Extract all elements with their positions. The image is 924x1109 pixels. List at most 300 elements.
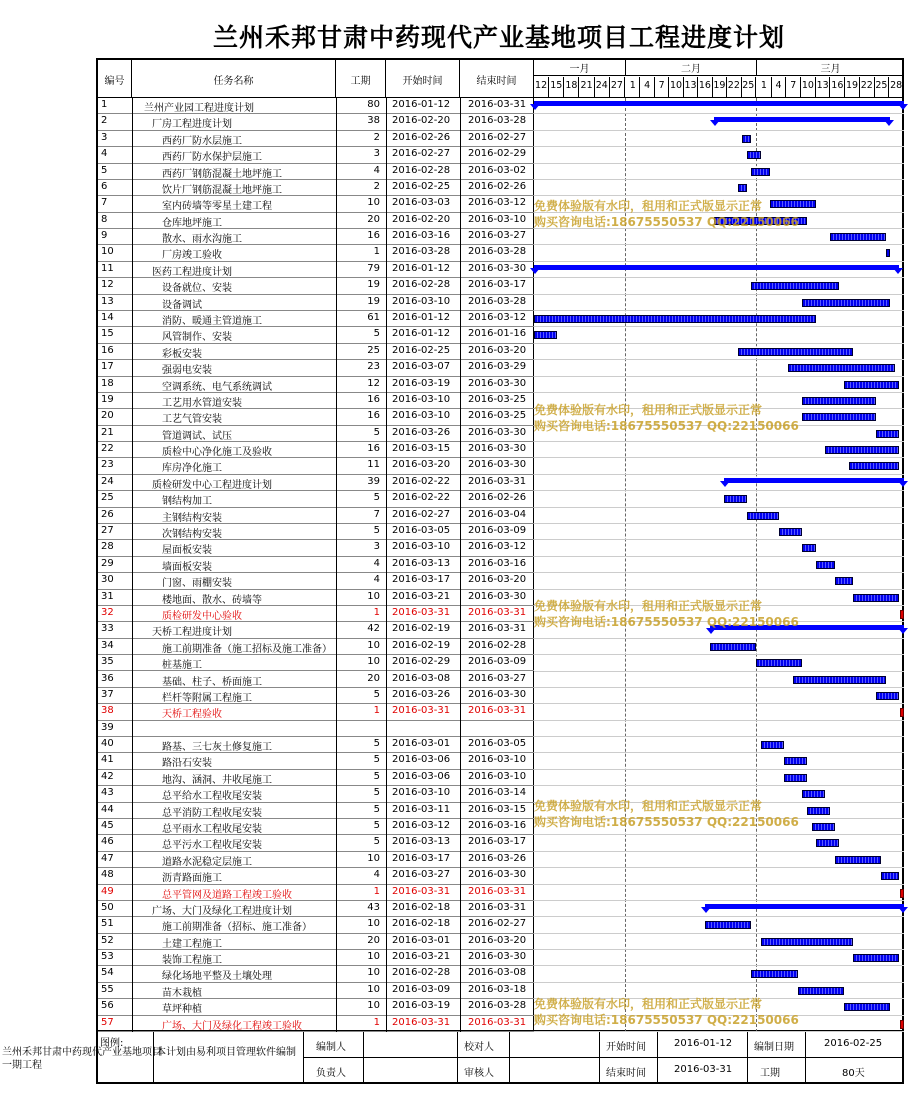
task-name: 质检中心净化施工及验收 — [162, 447, 272, 459]
task-no: 6 — [101, 180, 108, 192]
task-duration: 10 — [367, 983, 380, 995]
task-duration: 5 — [373, 738, 380, 750]
task-bar — [802, 299, 890, 307]
task-name: 库房净化施工 — [162, 463, 222, 475]
month-jan: 一月 — [534, 60, 626, 76]
task-end: 2016-03-31 — [468, 1016, 527, 1028]
task-name: 总平污水工程收尾安装 — [162, 840, 262, 852]
task-no: 7 — [101, 197, 108, 209]
table-row — [98, 295, 534, 311]
gantt-chart — [534, 98, 904, 1032]
task-bar — [742, 135, 751, 143]
table-row — [98, 131, 534, 147]
task-start: 2016-03-05 — [392, 525, 451, 537]
task-no: 33 — [101, 623, 114, 635]
task-name: 设备调试 — [162, 299, 202, 311]
task-duration: 43 — [367, 901, 380, 913]
task-no: 38 — [101, 705, 114, 717]
day-tick: 10 — [669, 77, 683, 97]
task-bar — [738, 348, 854, 356]
task-end: 2016-03-30 — [468, 377, 527, 389]
day-tick: 22 — [727, 77, 741, 97]
task-name: 广场、大门及绿化工程进度计划 — [152, 905, 292, 917]
task-bar — [705, 921, 751, 929]
task-end: 2016-03-28 — [468, 246, 527, 258]
task-name: 总平消防工程收尾安装 — [162, 807, 262, 819]
task-bar — [784, 774, 807, 782]
table-row — [98, 524, 534, 540]
table-row — [98, 672, 534, 688]
task-name: 门窗、雨棚安装 — [162, 578, 232, 590]
task-start: 2016-02-18 — [392, 901, 451, 913]
day-tick: 25 — [875, 77, 890, 97]
task-duration: 10 — [367, 918, 380, 930]
day-tick: 18 — [564, 77, 579, 97]
task-start: 2016-02-27 — [392, 148, 451, 160]
task-start: 2016-03-06 — [392, 770, 451, 782]
task-duration: 4 — [373, 557, 380, 569]
gantt-sheet — [96, 58, 904, 1032]
task-no: 16 — [101, 344, 114, 356]
task-start: 2016-03-31 — [392, 606, 451, 618]
task-name: 土建工程施工 — [162, 938, 222, 950]
day-tick: 7 — [786, 77, 801, 97]
table-row — [98, 508, 534, 524]
task-start: 2016-02-20 — [392, 115, 451, 127]
task-bar — [710, 643, 756, 651]
task-no: 49 — [101, 885, 114, 897]
task-no: 1 — [101, 99, 108, 110]
task-duration: 16 — [367, 443, 380, 455]
task-start: 2016-03-19 — [392, 377, 451, 389]
table-row — [98, 999, 534, 1015]
task-name: 草坪种植 — [162, 1004, 202, 1016]
table-row — [98, 540, 534, 556]
task-duration: 16 — [367, 410, 380, 422]
task-start: 2016-03-10 — [392, 787, 451, 799]
table-row — [98, 852, 534, 868]
header-name: 任务名称 — [132, 60, 336, 98]
task-end: 2016-03-16 — [468, 819, 527, 831]
footer-table — [96, 1032, 904, 1084]
task-end: 2016-02-27 — [468, 131, 527, 143]
task-end: 2016-03-31 — [468, 475, 527, 487]
task-no: 9 — [101, 230, 108, 242]
day-tick: 1 — [757, 77, 772, 97]
task-duration: 5 — [373, 426, 380, 438]
task-end: 2016-03-31 — [468, 705, 527, 717]
task-duration: 3 — [373, 541, 380, 553]
task-duration: 5 — [373, 819, 380, 831]
task-duration: 4 — [373, 869, 380, 881]
table-row — [98, 245, 534, 261]
day-tick: 28 — [889, 77, 904, 97]
table-row — [98, 606, 534, 622]
task-name: 西药厂防水保护层施工 — [162, 152, 262, 164]
table-row — [98, 393, 534, 409]
table-row — [98, 688, 534, 704]
task-end: 2016-03-09 — [468, 525, 527, 537]
task-end: 2016-03-31 — [468, 901, 527, 913]
task-bar — [849, 462, 900, 470]
task-duration: 16 — [367, 230, 380, 242]
owner-label: 负责人 — [304, 1058, 364, 1084]
summary-bar — [534, 101, 904, 106]
task-start: 2016-03-09 — [392, 983, 451, 995]
day-tick: 24 — [595, 77, 610, 97]
day-tick: 16 — [831, 77, 846, 97]
task-name: 厂房竣工验收 — [162, 250, 222, 262]
task-end: 2016-03-12 — [468, 541, 527, 553]
task-bar — [761, 741, 784, 749]
task-start: 2016-03-26 — [392, 688, 451, 700]
task-start: 2016-02-20 — [392, 213, 451, 225]
task-duration: 3 — [373, 148, 380, 160]
task-duration: 1 — [373, 885, 380, 897]
table-row — [98, 573, 534, 589]
task-no: 53 — [101, 951, 114, 963]
task-no: 31 — [101, 590, 114, 602]
task-end: 2016-03-31 — [468, 623, 527, 635]
task-start: 2016-03-01 — [392, 934, 451, 946]
task-duration: 38 — [367, 115, 380, 127]
task-name: 质检研发中心工程进度计划 — [152, 479, 272, 491]
header-end: 结束时间 — [460, 60, 534, 98]
task-bar — [835, 577, 854, 585]
page-title: 兰州禾邦甘肃中药现代产业基地项目工程进度计划 — [212, 23, 785, 52]
task-bar — [812, 823, 835, 831]
task-no: 21 — [101, 426, 114, 438]
task-name: 兰州产业园工程进度计划 — [144, 103, 254, 114]
header-no: 编号 — [98, 60, 132, 98]
task-duration: 5 — [373, 688, 380, 700]
task-start: 2016-03-31 — [392, 705, 451, 717]
task-name: 施工前期准备（招标、施工准备） — [162, 922, 312, 934]
task-bar — [779, 528, 802, 536]
table-row — [98, 885, 534, 901]
task-end: 2016-03-25 — [468, 393, 527, 405]
task-name: 西药厂钢筋混凝土地坪施工 — [162, 168, 282, 180]
watermark-2: 免费体验版有水印，租用和正式版显示正常 购买咨询电话:18675550537 QQ:22150066 — [534, 403, 799, 433]
task-no: 47 — [101, 852, 114, 864]
task-start: 2016-02-28 — [392, 967, 451, 979]
task-start: 2016-03-31 — [392, 1016, 451, 1028]
task-start: 2016-03-01 — [392, 738, 451, 750]
task-end: 2016-03-10 — [468, 754, 527, 766]
software-note: 本计划由易利项目管理软件编制 — [154, 1032, 304, 1084]
task-no: 48 — [101, 869, 114, 881]
month-feb: 二月 — [626, 60, 757, 76]
task-bar — [876, 430, 899, 438]
task-end: 2016-03-30 — [468, 262, 527, 274]
task-name: 天桥工程验收 — [162, 709, 222, 721]
task-start: 2016-02-28 — [392, 164, 451, 176]
task-end: 2016-03-15 — [468, 803, 527, 815]
task-name: 饮片厂钢筋混凝土地坪施工 — [162, 184, 282, 196]
task-no: 34 — [101, 639, 114, 651]
table-row — [98, 639, 534, 655]
task-end: 2016-02-29 — [468, 148, 527, 160]
task-start: 2016-03-21 — [392, 951, 451, 963]
task-name: 次钢结构安装 — [162, 529, 222, 541]
day-tick: 27 — [610, 77, 625, 97]
task-name: 消防、暖通主管道施工 — [162, 316, 262, 328]
date-label: 编制日期 — [748, 1032, 806, 1058]
task-name: 医药工程进度计划 — [152, 266, 232, 278]
task-start: 2016-03-11 — [392, 803, 451, 815]
task-bar — [751, 282, 839, 290]
task-duration: 79 — [367, 262, 380, 274]
watermark-1: 免费体验版有水印，租用和正式版显示正常 购买咨询电话:18675550537 QQ:22150066 — [534, 199, 799, 229]
table-row — [98, 868, 534, 884]
task-end: 2016-03-08 — [468, 967, 527, 979]
task-no: 12 — [101, 279, 114, 291]
task-end: 2016-02-27 — [468, 918, 527, 930]
task-duration: 5 — [373, 787, 380, 799]
checker-value — [510, 1032, 600, 1058]
table-row — [98, 344, 534, 360]
task-no: 45 — [101, 819, 114, 831]
watermark-5: 免费体验版有水印，租用和正式版显示正常 购买咨询电话:18675550537 QQ:22150066 — [534, 997, 799, 1027]
task-name: 装饰工程施工 — [162, 955, 222, 967]
table-row — [98, 704, 534, 720]
task-name: 工艺用水管道安装 — [162, 397, 242, 409]
task-end: 2016-03-20 — [468, 574, 527, 586]
task-name: 管道调试、试压 — [162, 430, 232, 442]
table-row — [98, 229, 534, 245]
task-duration: 10 — [367, 590, 380, 602]
task-start: 2016-02-22 — [392, 475, 451, 487]
header-start: 开始时间 — [386, 60, 460, 98]
task-name: 桩基施工 — [162, 660, 202, 672]
editor-label: 编制人 — [304, 1032, 364, 1058]
table-row — [98, 950, 534, 966]
table-row — [98, 491, 534, 507]
task-no: 41 — [101, 754, 114, 766]
task-duration: 42 — [367, 623, 380, 635]
task-bar — [534, 331, 557, 339]
task-bar — [534, 315, 816, 323]
duration-label: 工期 — [748, 1058, 806, 1084]
table-row — [98, 278, 534, 294]
watermark-4: 免费体验版有水印，租用和正式版显示正常 购买咨询电话:18675550537 QQ:22150066 — [534, 799, 799, 829]
task-name: 彩板安装 — [162, 348, 202, 360]
task-no: 8 — [101, 213, 108, 225]
task-no: 56 — [101, 1000, 114, 1012]
task-end: 2016-03-10 — [468, 770, 527, 782]
task-bar — [881, 872, 900, 880]
task-start: 2016-03-17 — [392, 852, 451, 864]
task-name: 主钢结构安装 — [162, 512, 222, 524]
header-duration: 工期 — [336, 60, 386, 98]
month-mar: 三月 — [757, 60, 904, 76]
summary-bar — [705, 904, 904, 909]
task-duration: 1 — [373, 246, 380, 258]
task-no: 28 — [101, 541, 114, 553]
task-start: 2016-03-12 — [392, 819, 451, 831]
task-name: 仓库地坪施工 — [162, 217, 222, 229]
task-duration: 5 — [373, 525, 380, 537]
task-bar — [876, 692, 899, 700]
table-row — [98, 803, 534, 819]
task-start: 2016-03-06 — [392, 754, 451, 766]
task-no: 22 — [101, 443, 114, 455]
summary-bar — [714, 117, 890, 122]
task-duration: 10 — [367, 197, 380, 209]
summary-bar — [534, 265, 899, 270]
task-start: 2016-03-28 — [392, 246, 451, 258]
task-end: 2016-03-30 — [468, 426, 527, 438]
task-bar — [886, 249, 891, 257]
task-no: 51 — [101, 918, 114, 930]
task-start: 2016-02-25 — [392, 180, 451, 192]
reviewer-label: 审核人 — [458, 1058, 510, 1084]
table-row — [98, 442, 534, 458]
task-name: 西药厂防水层施工 — [162, 135, 242, 147]
table-row — [98, 180, 534, 196]
task-name: 钢结构加工 — [162, 496, 212, 508]
task-start: 2016-03-10 — [392, 295, 451, 307]
task-start: 2016-03-20 — [392, 459, 451, 471]
task-end: 2016-03-30 — [468, 688, 527, 700]
task-bar — [816, 561, 835, 569]
task-bar — [747, 151, 761, 159]
legend-label: 图例: — [98, 1032, 154, 1084]
task-end: 2016-03-30 — [468, 951, 527, 963]
task-end: 2016-03-31 — [468, 885, 527, 897]
task-name: 总平管网及道路工程竣工验收 — [162, 889, 292, 901]
task-bar — [853, 594, 899, 602]
task-bar — [761, 938, 854, 946]
task-name: 室内砖墙等零星土建工程 — [162, 201, 272, 213]
summary-bar — [724, 478, 904, 483]
task-name: 屋面板安装 — [162, 545, 212, 557]
task-no: 29 — [101, 557, 114, 569]
task-end: 2016-03-30 — [468, 459, 527, 471]
task-duration: 1 — [373, 606, 380, 618]
task-no: 44 — [101, 803, 114, 815]
task-start: 2016-03-21 — [392, 590, 451, 602]
table-row — [98, 770, 534, 786]
task-start: 2016-02-29 — [392, 656, 451, 668]
task-name: 道路水泥稳定层施工 — [162, 856, 252, 868]
day-tick: 19 — [713, 77, 727, 97]
task-no: 40 — [101, 738, 114, 750]
task-start: 2016-03-13 — [392, 836, 451, 848]
table-row — [98, 426, 534, 442]
start-label: 开始时间 — [600, 1032, 658, 1058]
task-name: 绿化场地平整及土壤处理 — [162, 971, 272, 983]
task-start: 2016-03-13 — [392, 557, 451, 569]
table-row — [98, 409, 534, 425]
table-row — [98, 557, 534, 573]
table-row — [98, 262, 534, 278]
task-name: 总平雨水工程收尾安装 — [162, 823, 262, 835]
task-end: 2016-03-12 — [468, 197, 527, 209]
task-name: 苗木栽植 — [162, 987, 202, 999]
table-row — [98, 835, 534, 851]
task-duration: 1 — [373, 1016, 380, 1028]
task-end: 2016-03-20 — [468, 934, 527, 946]
task-start: 2016-01-12 — [392, 262, 451, 274]
task-start: 2016-03-17 — [392, 574, 451, 586]
task-start: 2016-02-26 — [392, 131, 451, 143]
task-start: 2016-02-19 — [392, 623, 451, 635]
day-tick: 13 — [684, 77, 698, 97]
task-start: 2016-03-10 — [392, 393, 451, 405]
task-duration: 4 — [373, 574, 380, 586]
day-tick: 15 — [549, 77, 564, 97]
task-end: 2016-02-26 — [468, 492, 527, 504]
table-row — [98, 196, 534, 212]
task-bar — [825, 446, 899, 454]
task-no: 15 — [101, 328, 114, 340]
day-tick: 12 — [534, 77, 549, 97]
task-duration: 10 — [367, 852, 380, 864]
table-row — [98, 917, 534, 933]
task-end: 2016-03-09 — [468, 656, 527, 668]
task-duration: 61 — [367, 312, 380, 324]
task-start: 2016-02-19 — [392, 639, 451, 651]
task-duration: 5 — [373, 770, 380, 782]
task-duration: 10 — [367, 1000, 380, 1012]
editor-value — [364, 1032, 458, 1058]
table-row — [98, 114, 534, 130]
table-row — [98, 753, 534, 769]
task-no: 57 — [101, 1016, 114, 1028]
task-name: 路基、三七灰土修复施工 — [162, 742, 272, 754]
checker-label: 校对人 — [458, 1032, 510, 1058]
task-start: 2016-03-26 — [392, 426, 451, 438]
date-value: 2016-02-25 — [806, 1032, 902, 1058]
task-name: 沥青路面施工 — [162, 873, 222, 885]
task-start: 2016-03-10 — [392, 541, 451, 553]
task-no: 37 — [101, 688, 114, 700]
task-end: 2016-03-26 — [468, 852, 527, 864]
task-bar — [793, 676, 886, 684]
task-name: 广场、大门及绿化工程竣工验收 — [162, 1020, 302, 1032]
task-name: 总平给水工程收尾安装 — [162, 791, 262, 803]
task-bar — [798, 987, 844, 995]
milestone-marker — [900, 708, 904, 717]
task-name: 栏杆等附属工程施工 — [162, 692, 252, 704]
table-row — [98, 377, 534, 393]
task-no: 23 — [101, 459, 114, 471]
task-no: 3 — [101, 131, 108, 143]
task-end: 2016-03-27 — [468, 230, 527, 242]
task-start: 2016-02-28 — [392, 279, 451, 291]
task-bar — [788, 364, 894, 372]
task-no: 13 — [101, 295, 114, 307]
task-bar — [756, 659, 802, 667]
task-bar — [784, 757, 807, 765]
task-end: 2016-03-12 — [468, 312, 527, 324]
task-start: 2016-03-16 — [392, 230, 451, 242]
table-row — [98, 327, 534, 343]
task-start: 2016-02-18 — [392, 918, 451, 930]
task-name: 厂房工程进度计划 — [152, 119, 232, 131]
task-no: 26 — [101, 508, 114, 520]
task-name: 地沟、涵洞、井收尾施工 — [162, 774, 272, 786]
task-duration: 23 — [367, 361, 380, 373]
task-end: 2016-03-30 — [468, 590, 527, 602]
task-start: 2016-01-12 — [392, 312, 451, 324]
task-name: 强弱电安装 — [162, 365, 212, 377]
task-duration: 12 — [367, 377, 380, 389]
day-tick: 4 — [640, 77, 654, 97]
task-bar — [802, 397, 876, 405]
task-no: 5 — [101, 164, 108, 176]
